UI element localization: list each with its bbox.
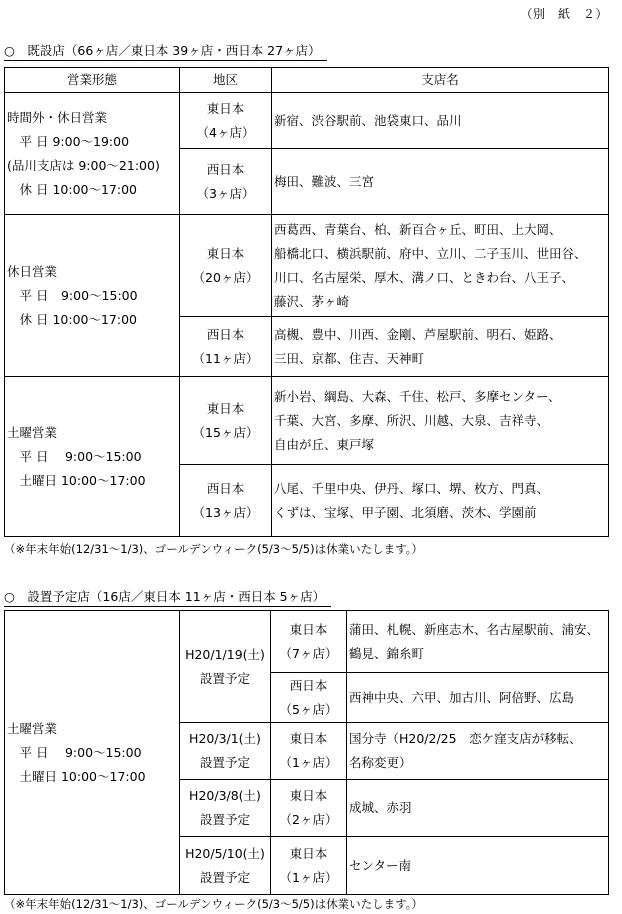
region-name: 西日本: [206, 161, 245, 177]
branch-line: 川口、名古屋栄、厚木、溝ノ口、ときわ台、八王子、: [274, 269, 575, 285]
branch-line: 三田、京都、住吉、天神町: [274, 350, 425, 366]
business-type-line: 平 日 9:00～15:00: [7, 744, 142, 760]
attachment-label: （別 紙 ２）: [520, 7, 608, 21]
business-type-line: 休日営業: [7, 263, 58, 279]
region-name: 西日本: [206, 326, 245, 342]
business-type-line: 休 日 10:00～17:00: [7, 311, 137, 327]
branch-line: 新小岩、綱島、大森、千住、松戸、多摩センター、: [274, 388, 561, 404]
opening-label: 設置予定: [199, 869, 250, 885]
holiday-note: （※年末年始(12/31～1/3)、ゴールデンウィーク(5/3～5/5)は休業いたします。）: [4, 542, 423, 556]
opening-label: 設置予定: [199, 755, 250, 770]
region-count: （3ヶ店）: [196, 185, 255, 201]
region-count: （11ヶ店）: [192, 350, 259, 366]
business-type-cell: [5, 377, 180, 537]
region-count: （20ヶ店）: [192, 269, 259, 285]
region-cell: [271, 611, 347, 673]
branch-line: 西神中央、六甲、加古川、阿倍野、広島: [349, 689, 575, 705]
branch-list-cell: [347, 673, 609, 723]
branch-line: 新宿、渋谷駅前、池袋東口、品川: [274, 112, 462, 128]
business-type-cell: [5, 215, 180, 377]
opening-date: H20/5/10(土): [185, 845, 265, 861]
business-type-cell: [5, 93, 180, 215]
branch-line: センター南: [349, 857, 412, 873]
region-cell: [180, 377, 272, 465]
branch-list-cell: [347, 723, 609, 780]
business-type-line: 土曜営業: [7, 720, 58, 736]
branch-line: 蒲田、札幌、新座志木、名古屋駅前、浦安、: [349, 621, 600, 637]
region-name: 東日本: [206, 245, 245, 261]
opening-date: H20/3/8(土): [189, 788, 261, 803]
opening-label: 設置予定: [199, 812, 250, 827]
region-name: 西日本: [289, 677, 328, 693]
opening-date: H20/1/19(土): [185, 646, 265, 662]
opening-date: H20/3/1(土): [189, 731, 261, 746]
region-name: 東日本: [289, 731, 328, 746]
branch-list-cell: [347, 837, 609, 895]
region-cell: [180, 215, 272, 317]
region-cell: [180, 465, 272, 537]
branch-line: 鶴見、錦糸町: [349, 645, 425, 661]
business-type-line: 平 日 9:00～15:00: [7, 287, 138, 303]
header-business-type: 営業形態: [5, 68, 180, 93]
opening-date-cell: [180, 780, 271, 837]
opening-date-cell: [180, 723, 271, 780]
region-count: （1ヶ店）: [279, 755, 338, 770]
branch-line: 国分寺（H20/2/25 恋ケ窪支店が移転、: [349, 731, 582, 746]
region-cell: [180, 93, 272, 149]
business-type-line: 平 日 9:00～15:00: [7, 448, 142, 464]
business-type-line: 休 日 10:00～17:00: [7, 181, 137, 197]
region-name: 東日本: [289, 845, 328, 861]
region-count: （15ヶ店）: [192, 424, 259, 440]
region-name: 東日本: [289, 788, 328, 803]
branch-list-cell: [272, 215, 609, 317]
header-branch-names: 支店名: [272, 68, 609, 93]
business-type-line: 土曜日 10:00～17:00: [7, 768, 146, 784]
existing-branches-table: [4, 67, 609, 537]
planned-branches-table: [4, 610, 609, 895]
region-count: （7ヶ店）: [279, 645, 338, 661]
branch-line: 高槻、豊中、川西、金剛、芦屋駅前、明石、姫路、: [274, 326, 562, 342]
holiday-note: （※年末年始(12/31～1/3)、ゴールデンウィーク(5/3～5/5)は休業いたします。）: [4, 897, 423, 911]
region-cell: [271, 673, 347, 723]
region-count: （2ヶ店）: [279, 812, 338, 827]
opening-label: 設置予定: [199, 670, 250, 686]
region-cell: [271, 837, 347, 895]
branch-line: 千葉、大宮、多摩、所沢、川越、大泉、吉祥寺、: [274, 412, 550, 428]
existing-branches-heading: ○ 既設店（66ヶ店／東日本 39ヶ店・西日本 27ヶ店）: [4, 45, 327, 61]
branch-line: 船橋北口、横浜駅前、府中、立川、二子玉川、世田谷、: [274, 245, 587, 261]
header-region: 地区: [180, 68, 272, 93]
branch-line: 藤沢、茅ヶ崎: [274, 293, 350, 309]
planned-branches-heading: ○ 設置予定店（16店／東日本 11ヶ店・西日本 5ヶ店）: [4, 591, 331, 607]
branch-list-cell: [272, 465, 609, 537]
business-type-line: 平 日 9:00～19:00: [7, 133, 130, 149]
branch-list-cell: [347, 611, 609, 673]
business-type-line: (品川支店は 9:00～21:00): [7, 157, 160, 173]
branch-line: 西葛西、青葉台、柏、新百合ヶ丘、町田、上大岡、: [274, 221, 562, 237]
branch-list-cell: [272, 377, 609, 465]
region-count: （13ヶ店）: [192, 504, 259, 520]
region-count: （5ヶ店）: [279, 701, 338, 717]
business-type-line: 時間外・休日営業: [7, 109, 108, 125]
region-count: （1ヶ店）: [279, 869, 338, 885]
opening-date-cell: [180, 611, 271, 723]
branch-list-cell: [272, 93, 609, 149]
branch-list-cell: [272, 317, 609, 377]
opening-date-cell: [180, 837, 271, 895]
branch-line: 成城、赤羽: [349, 800, 412, 815]
region-name: 東日本: [289, 621, 328, 637]
business-type-line: 土曜営業: [7, 424, 58, 440]
branch-line: 名称変更）: [349, 755, 412, 770]
branch-line: くずは、宝塚、甲子園、北須磨、茨木、学園前: [274, 504, 537, 520]
branch-list-cell: [347, 780, 609, 837]
business-type-line: 土曜日 10:00～17:00: [7, 472, 146, 488]
region-count: （4ヶ店）: [196, 124, 255, 140]
region-name: 東日本: [206, 100, 245, 116]
region-cell: [271, 780, 347, 837]
business-type-cell: [5, 611, 180, 895]
region-name: 西日本: [206, 480, 245, 496]
branch-line: 梅田、難波、三宮: [274, 173, 375, 189]
region-name: 東日本: [206, 400, 245, 416]
region-cell: [180, 317, 272, 377]
branch-line: 自由が丘、東戸塚: [274, 436, 375, 452]
branch-list-cell: [272, 149, 609, 215]
branch-line: 八尾、千里中央、伊丹、塚口、堺、枚方、門真、: [274, 480, 550, 496]
region-cell: [271, 723, 347, 780]
region-cell: [180, 149, 272, 215]
